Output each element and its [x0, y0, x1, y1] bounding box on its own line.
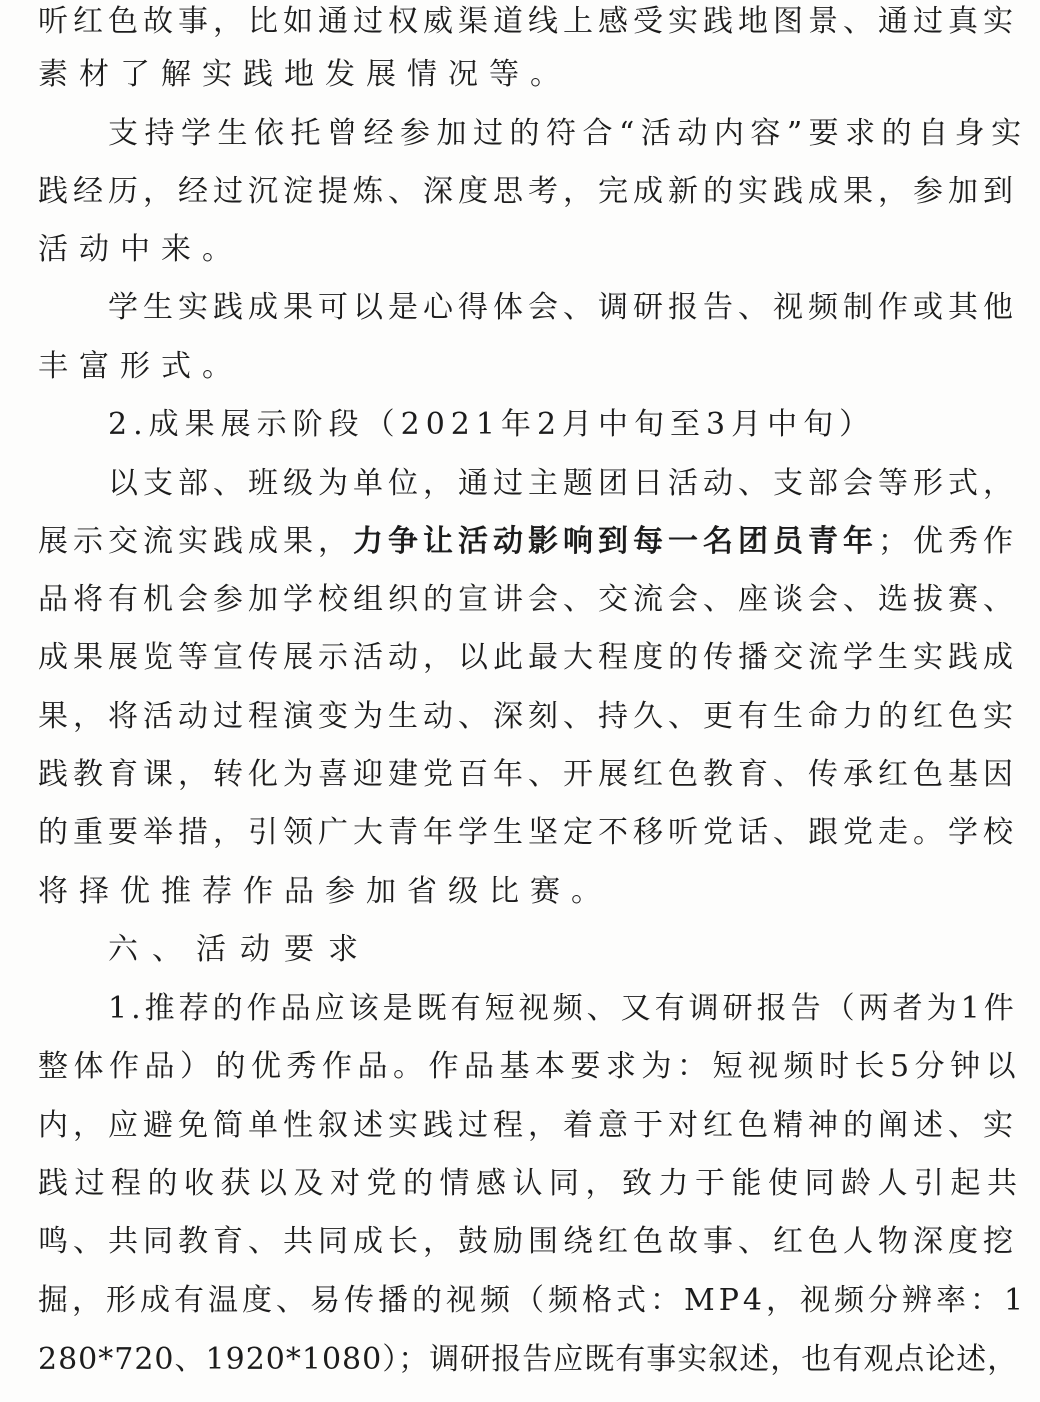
text-line [38, 522, 1028, 562]
bold-emphasis: 力争让活动影响到每一名团员青年 [353, 524, 878, 559]
text-line: 掘，形成有温度、易传播的视频（频格式：MP4，视频分辨率：1 [38, 1283, 1028, 1318]
text-line: 支持学生依托曾经参加过的符合“活动内容”要求的自身实 [108, 116, 1028, 151]
text-line: 品将有机会参加学校组织的宣讲会、交流会、座谈会、选拔赛、 [38, 582, 1018, 617]
text-line: 素材了解实践地发展情况等。 [38, 57, 571, 92]
text-line: 整体作品）的优秀作品。作品基本要求为：短视频时长5分钟以 [38, 1049, 1022, 1084]
text-line: 活动中来。 [38, 232, 243, 267]
text-line: 践过程的收获以及对党的情感认同，致力于能使同龄人引起共 [38, 1166, 1024, 1201]
text-run: ；优秀作 [878, 524, 1018, 559]
text-line: 的重要举措，引领广大青年学生坚定不移听党话、跟党走。学校 [38, 815, 1018, 850]
text-line: 践经历，经过沉淀提炼、深度思考，完成新的实践成果，参加到 [38, 174, 1018, 209]
text-line: 内，应避免简单性叙述实践过程，着意于对红色精神的阐述、实 [38, 1108, 1018, 1143]
text-line: 听红色故事，比如通过权威渠道线上感受实践地图景、通过真实 [38, 4, 1018, 39]
text-line: 成果展览等宣传展示活动，以此最大程度的传播交流学生实践成 [38, 640, 1018, 675]
text-line: 将择优推荐作品参加省级比赛。 [38, 874, 612, 909]
text-line: 1.推荐的作品应该是既有短视频、又有调研报告（两者为1件 [108, 991, 1018, 1026]
text-line: 丰富形式。 [38, 349, 243, 384]
text-run: 展示交流实践成果， [38, 524, 353, 559]
text-line: 践教育课，转化为喜迎建党百年、开展红色教育、传承红色基因 [38, 757, 1018, 792]
section-heading: 六、活动要求 [108, 932, 372, 967]
section-heading: 2.成果展示阶段（2021年2月中旬至3月中旬） [108, 407, 876, 442]
text-line: 280*720、1920*1080）；调研报告应既有事实叙述，也有观点论述， [38, 1342, 1019, 1377]
text-line: 果，将活动过程演变为生动、深刻、持久、更有生命力的红色实 [38, 699, 1018, 734]
text-line: 鸣、共同教育、共同成长，鼓励围绕红色故事、红色人物深度挖 [38, 1224, 1018, 1259]
text-line: 以支部、班级为单位，通过主题团日活动、支部会等形式， [108, 466, 1018, 501]
text-line: 学生实践成果可以是心得体会、调研报告、视频制作或其他 [108, 290, 1018, 325]
